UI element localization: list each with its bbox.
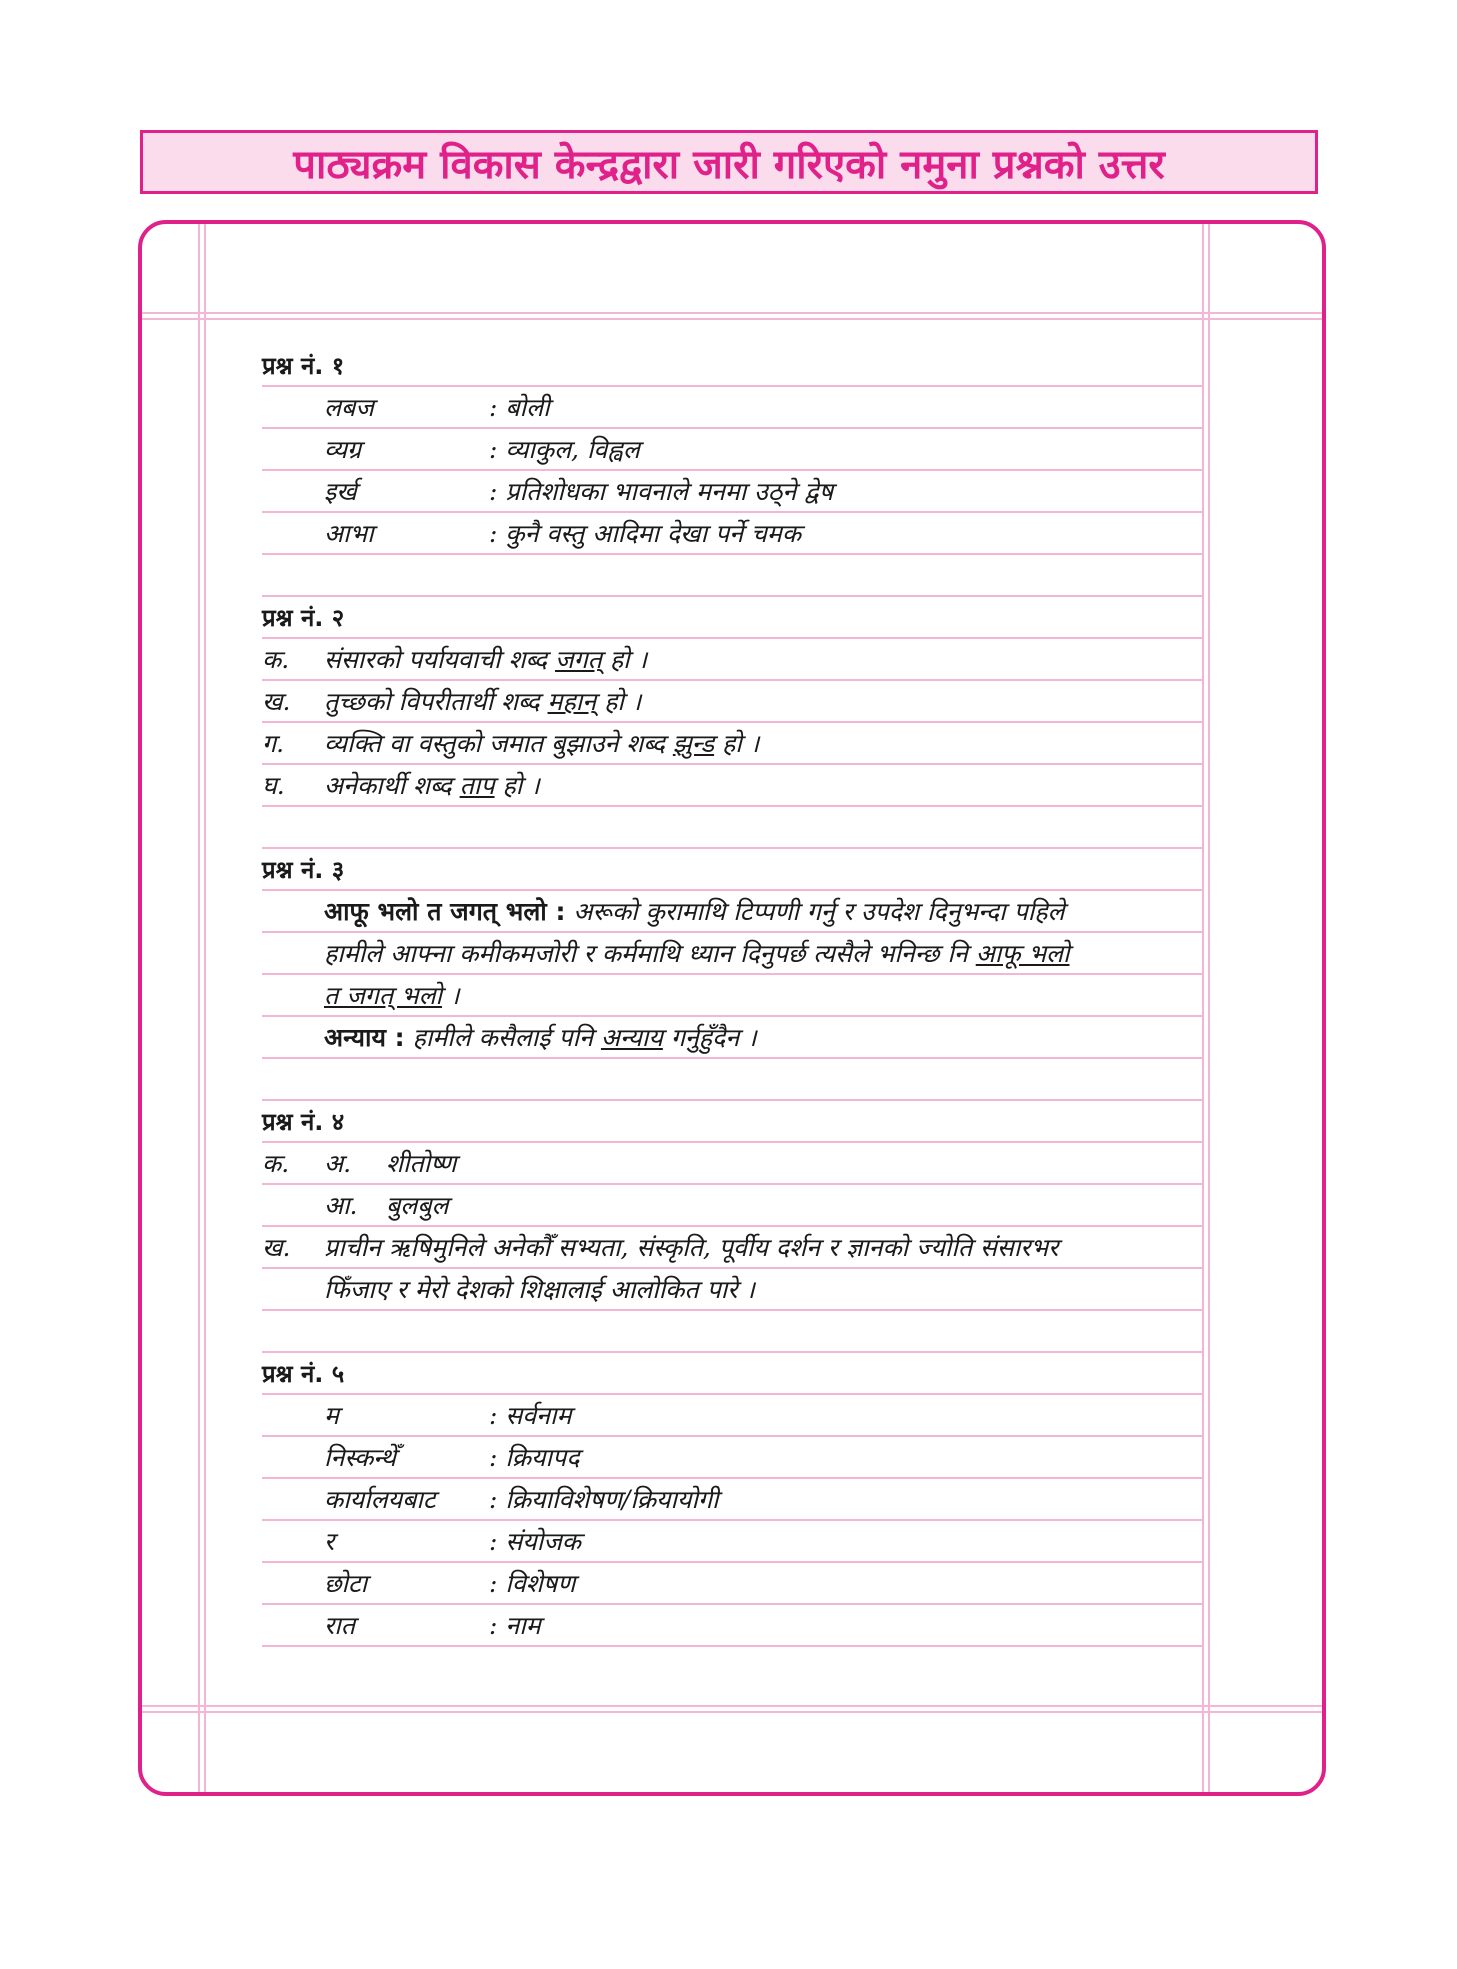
q2-marker: ख. bbox=[262, 687, 291, 716]
q5-term: छोटा bbox=[324, 1569, 368, 1598]
q4-marker: क. bbox=[262, 1149, 290, 1178]
q3-para2-end: गर्नुहुँदैन । bbox=[662, 1023, 757, 1052]
q2-text: संसारको पर्यायवाची शब्द bbox=[324, 645, 556, 674]
q2-marker: क. bbox=[262, 645, 290, 674]
q4-ka-aa bbox=[262, 1185, 1202, 1227]
q1-term: व्यग्र bbox=[324, 435, 362, 464]
q1-item bbox=[262, 513, 1202, 555]
q3-idiom-label: आफू भलो त जगत् भलो : bbox=[324, 897, 566, 926]
q2-item bbox=[262, 681, 1202, 723]
right-margin-line bbox=[1208, 224, 1210, 1792]
q5-definition: : विशेषण bbox=[489, 1569, 576, 1598]
q4-kha-text: प्राचीन ऋषिमुनिले अनेकौँ सभ्यता, संस्कृति, पूर्वीय दर्शन र ज्ञानको ज्योति संसारभर bbox=[324, 1233, 1059, 1262]
q5-term: म bbox=[324, 1401, 339, 1430]
q1-term: इर्ख bbox=[324, 477, 357, 506]
q5-definition: : क्रियाविशेषण/क्रियायोगी bbox=[489, 1485, 719, 1514]
q5-item bbox=[262, 1395, 1202, 1437]
q1-item bbox=[262, 429, 1202, 471]
q2-text: तुच्छको विपरीतार्थी शब्द bbox=[324, 687, 548, 716]
question-3-heading: प्रश्न नं. ३ bbox=[262, 856, 345, 884]
q2-answer-word: ताप bbox=[459, 771, 495, 800]
q2-text-end: हो । bbox=[601, 645, 648, 674]
bottom-rule bbox=[142, 1711, 1322, 1713]
q2-marker: घ. bbox=[262, 771, 285, 800]
q2-answer-word: महान् bbox=[547, 687, 597, 716]
bottom-rule bbox=[142, 1705, 1322, 1707]
q4-marker: ख. bbox=[262, 1233, 291, 1262]
q4-sub-text: शीतोष्ण bbox=[386, 1149, 457, 1178]
answer-content bbox=[262, 345, 1202, 1675]
q2-text-end: हो । bbox=[714, 729, 760, 758]
q2-answer-word: जगत् bbox=[555, 645, 602, 674]
page-title-box bbox=[140, 130, 1318, 194]
q3-para2-text: हामीले कसैलाई पनि bbox=[404, 1023, 601, 1052]
question-4-heading: प्रश्न नं. ४ bbox=[262, 1108, 345, 1136]
q1-definition: : प्रतिशोधका भावनाले मनमा उठ्ने द्वेष bbox=[489, 477, 834, 506]
question-2-heading: प्रश्न नं. २ bbox=[262, 604, 345, 632]
q4-ka-a bbox=[262, 1143, 1202, 1185]
q2-text: अनेकार्थी शब्द bbox=[324, 771, 460, 800]
q3-para1-line1 bbox=[262, 891, 1202, 933]
q5-term: र bbox=[324, 1527, 335, 1556]
q5-item bbox=[262, 1437, 1202, 1479]
question-5-heading: प्रश्न नं. ५ bbox=[262, 1360, 345, 1388]
q3-para1-line2 bbox=[262, 933, 1202, 975]
q4-kha-text: फिँजाए र मेरो देशको शिक्षालाई आलोकित पारे । bbox=[324, 1275, 755, 1304]
q4-sub-marker: अ. bbox=[324, 1149, 352, 1178]
q5-item bbox=[262, 1521, 1202, 1563]
q4-sub-marker: आ. bbox=[324, 1191, 358, 1220]
q4-kha-line2 bbox=[262, 1269, 1202, 1311]
q3-para1-text: हामीले आफ्ना कमीकमजोरी र कर्ममाथि ध्यान दिनुपर्छ त्यसैले भनिन्छ नि bbox=[324, 939, 976, 968]
q5-item bbox=[262, 1605, 1202, 1647]
q2-text-end: हो । bbox=[494, 771, 540, 800]
right-margin-line bbox=[1202, 224, 1204, 1792]
q2-text: व्यक्ति वा वस्तुको जमात बुझाउने शब्द bbox=[324, 729, 673, 758]
question-1-heading: प्रश्न नं. १ bbox=[262, 352, 345, 380]
q3-word-underlined: अन्याय bbox=[600, 1023, 663, 1052]
q1-definition: : व्याकुल, विह्वल bbox=[489, 435, 640, 464]
q5-term: निस्कन्थेँ bbox=[324, 1443, 396, 1472]
q1-item bbox=[262, 387, 1202, 429]
q5-item bbox=[262, 1479, 1202, 1521]
q4-kha-line1 bbox=[262, 1227, 1202, 1269]
q5-definition: : संयोजक bbox=[489, 1527, 581, 1556]
q3-para2 bbox=[262, 1017, 1202, 1059]
q3-para1-end: । bbox=[442, 981, 460, 1010]
q3-para1-line3 bbox=[262, 975, 1202, 1017]
left-margin-line bbox=[204, 224, 206, 1792]
q4-sub-text: बुलबुल bbox=[386, 1191, 449, 1220]
q1-definition: : कुनै वस्तु आदिमा देखा पर्ने चमक bbox=[489, 519, 802, 548]
q5-definition: : सर्वनाम bbox=[489, 1401, 572, 1430]
q2-item bbox=[262, 765, 1202, 807]
q1-term: लबज bbox=[324, 393, 374, 422]
top-rule bbox=[142, 312, 1322, 314]
top-rule bbox=[142, 318, 1322, 320]
q5-term: कार्यालयबाट bbox=[324, 1485, 436, 1514]
q2-marker: ग. bbox=[262, 729, 285, 758]
page-title: पाठ्यक्रम विकास केन्द्रद्वारा जारी गरिएको नमुना प्रश्नको उत्तर bbox=[293, 141, 1165, 188]
q1-item bbox=[262, 471, 1202, 513]
q3-word-label: अन्याय : bbox=[324, 1023, 405, 1052]
q5-definition: : क्रियापद bbox=[489, 1443, 580, 1472]
q5-term: रात bbox=[324, 1611, 355, 1640]
q2-answer-word: झुन्ड bbox=[672, 729, 715, 758]
q3-para1-text: अरूको कुरामाथि टिप्पणी गर्नु र उपदेश दिनुभन्दा पहिले bbox=[565, 897, 1065, 926]
q1-term: आभा bbox=[324, 519, 374, 548]
q2-item bbox=[262, 723, 1202, 765]
q1-definition: : बोली bbox=[489, 393, 550, 422]
q3-idiom-underlined: आफू भलो bbox=[975, 939, 1070, 968]
q3-idiom-underlined: त जगत् भलो bbox=[324, 981, 443, 1010]
q2-text-end: हो । bbox=[596, 687, 642, 716]
q5-item bbox=[262, 1563, 1202, 1605]
q5-definition: : नाम bbox=[489, 1611, 541, 1640]
left-margin-line bbox=[198, 224, 200, 1792]
q2-item bbox=[262, 639, 1202, 681]
